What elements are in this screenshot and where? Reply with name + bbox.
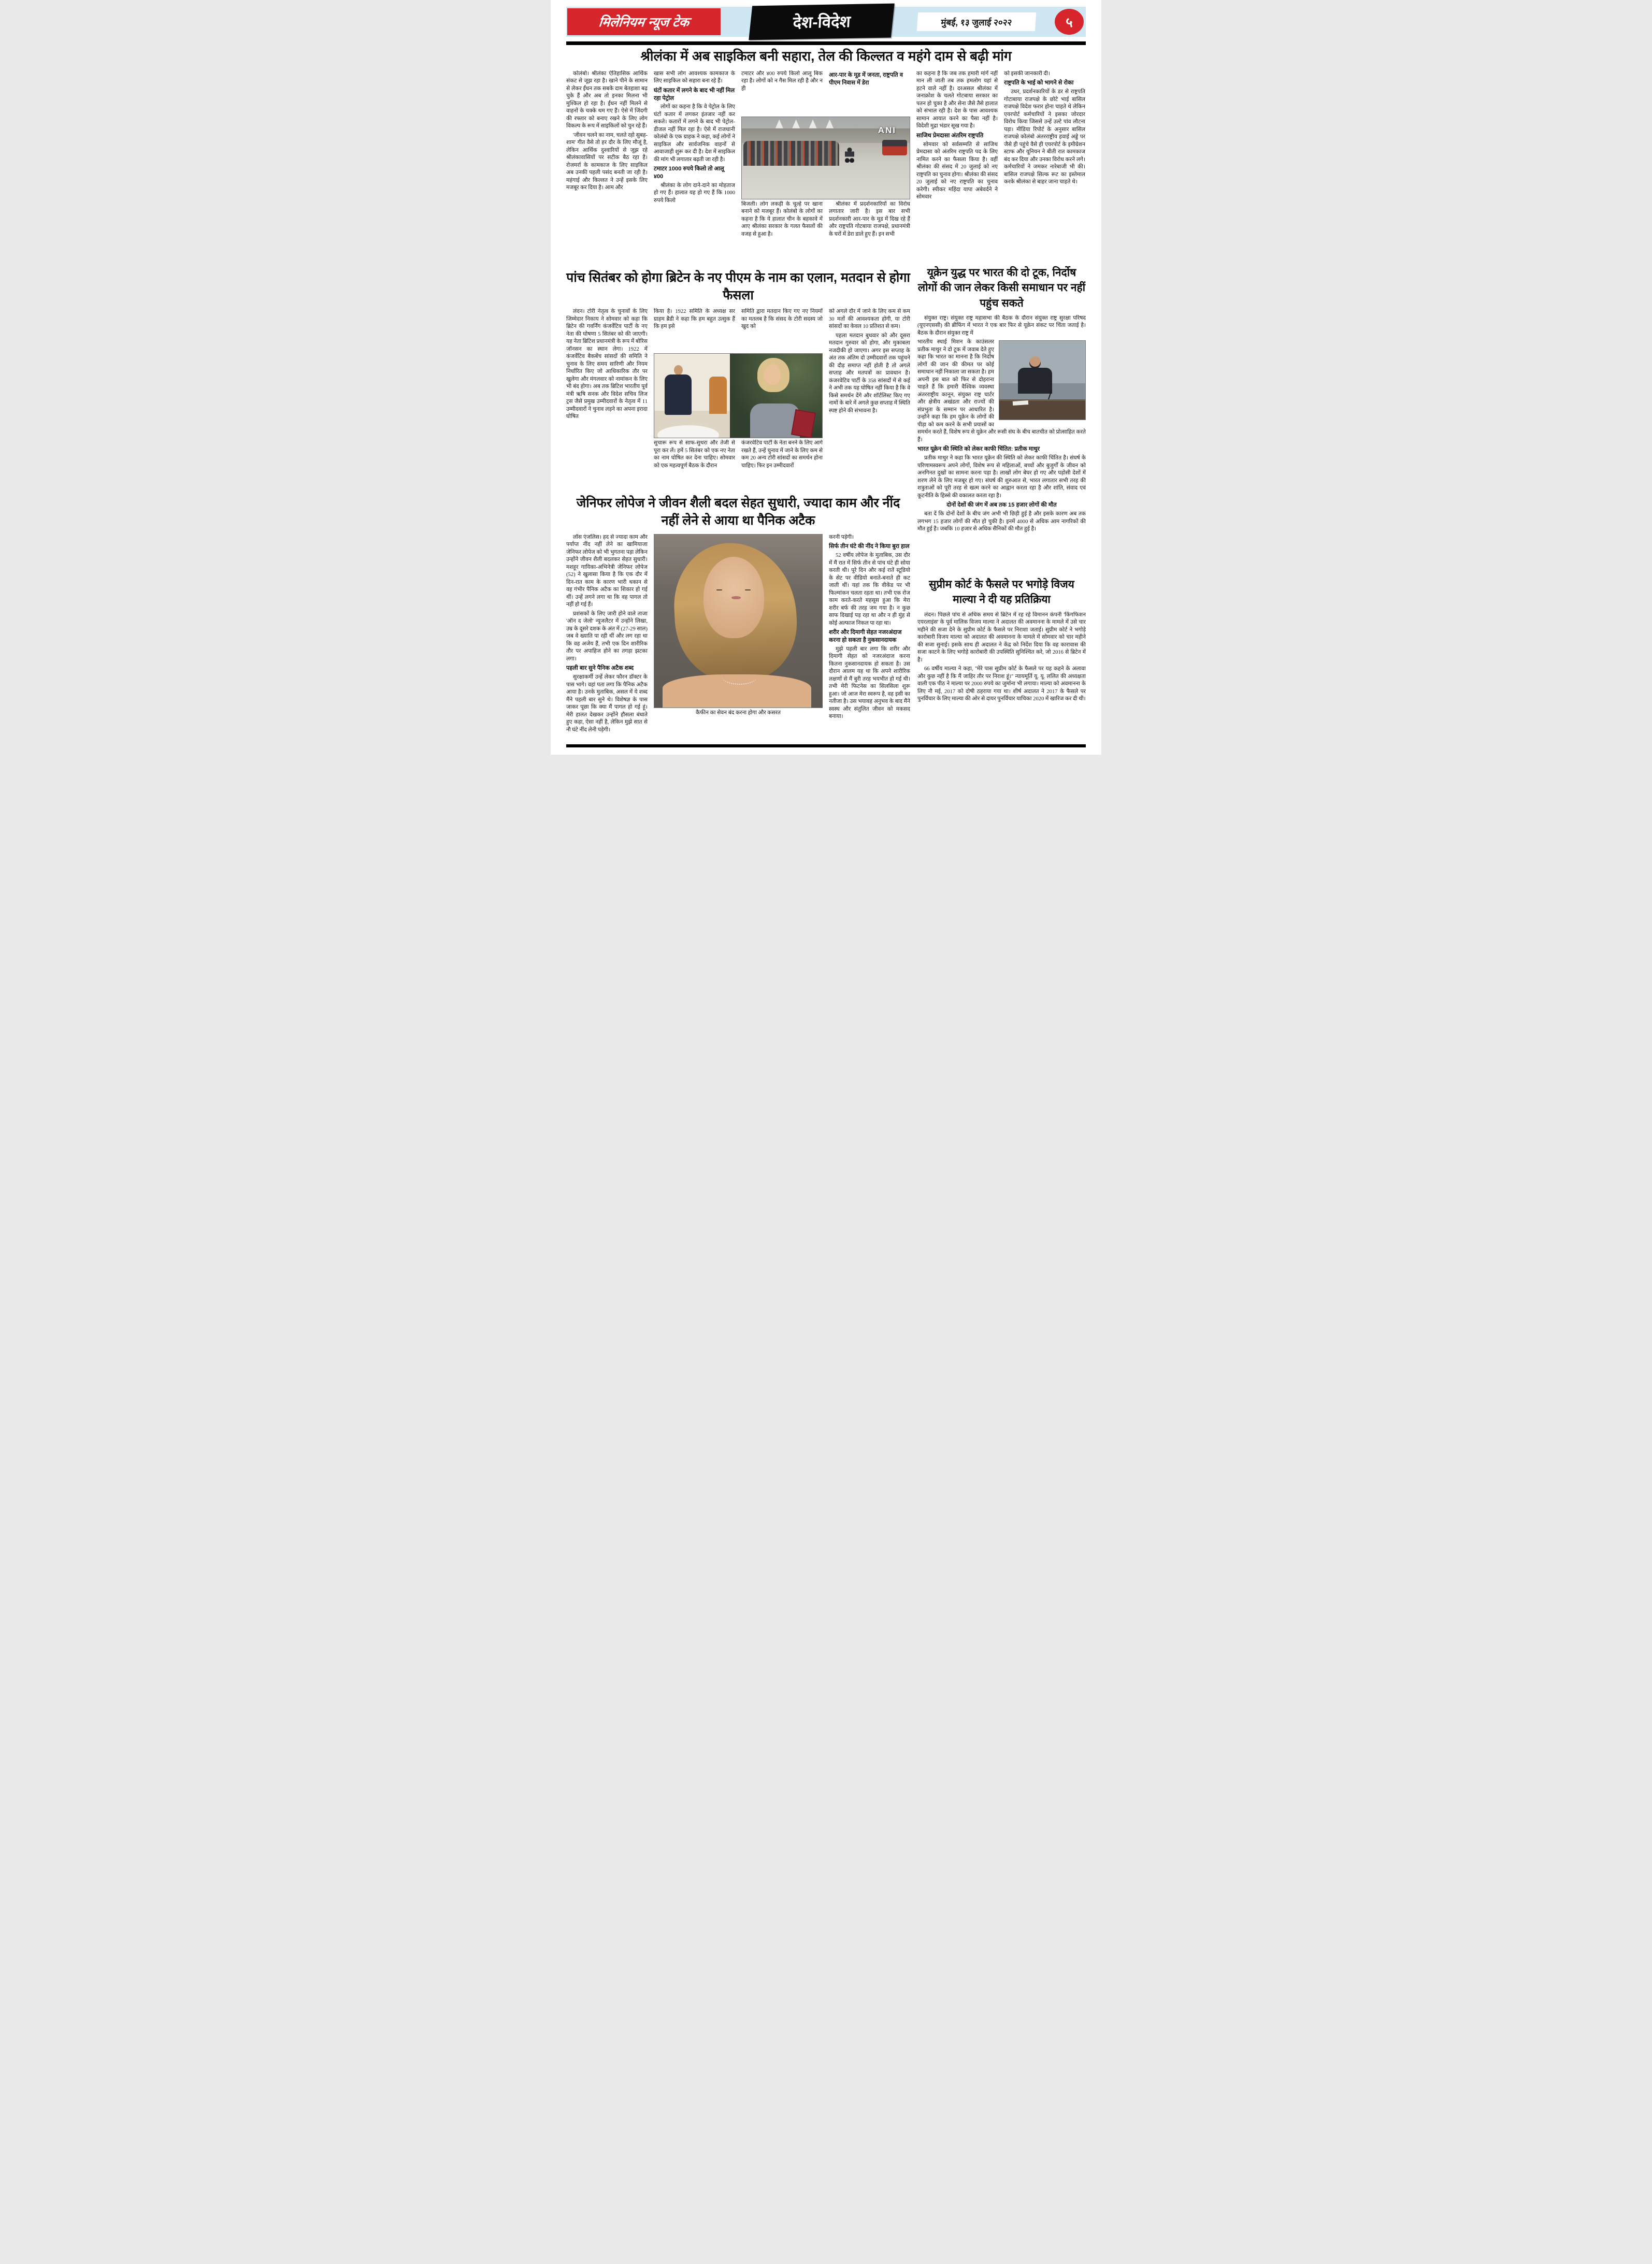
subhead: साजिथ प्रेमदासा अंतरिम राष्ट्रपति	[916, 132, 984, 139]
article-paragraph: करनी पड़ेगी।	[829, 534, 854, 540]
ani-watermark: ANI	[878, 125, 896, 135]
article-paragraph: प्रतीक माथुर ने कहा कि भारत यूक्रेन की स्थिति को लेकर काफी चिंतित है। संघर्ष के परिणामस्वरूप अपने लोगों, विशेष रूप से महिलाओं, बच्चों और बुजुर्गों के जीवन को अनगिनत दुखों का सामना करना पड़ा है। लाखों लोग बेघर हो गए और पड़ोसी देशों में शरण लेने के लिए मजबूर हो गए। संघर्ष की शुरुआत से, भारत लगातार सभी तरह की शत्रुताओं को पूरी तरह से खत्म करने का आह्वान करता रहा है और शांति, संवाद एवं कूटनीति के हिस्से की वकालत करता रहा है।	[917, 455, 1086, 499]
subhead: भारत यूक्रेन की स्थिति को लेकर काफी चिंतित: प्रतीक माथुर	[917, 446, 1040, 453]
article-ukpm	[566, 308, 910, 488]
article-srilanka	[566, 70, 1086, 264]
page-number-badge: ५	[1055, 9, 1084, 35]
photo-jennifer-lopez	[654, 534, 823, 708]
photo-uk-left-panel	[654, 354, 730, 438]
temple-spire-shape	[809, 120, 817, 128]
srilanka-col1	[566, 70, 648, 264]
jlo-col3	[829, 534, 910, 740]
article-paragraph: लोगों का कहना है कि वे पेट्रोल के लिए घंटों कतार में लगकर इंतजार नहीं कर सकते। कतारों में लगने के बाद भी पेट्रोल-डीजल नहीं मिल रहा है। ऐसे में राजधानी कोलंबो के एक ग्राहक ने कहा, कई लोगों ने साइकिल और सार्वजनिक वाहनों से आवाजाही शुरू कर दी है। देश में साइकिल की मांग भी लगातार बढ़ती जा रही है।	[654, 104, 735, 163]
srilanka-col6	[1004, 70, 1085, 264]
header-rule	[566, 41, 1086, 45]
headline-jlo: जेनिफर लोपेज ने जीवन शैली बदल सेहत सुधारी, ज्यादा काम और नींद नहीं लेने से आया था पैनिक अटैक	[576, 496, 900, 528]
suit-shape	[1018, 368, 1052, 394]
article-paragraph: 'जीवन चलने का नाम, चलते रहो सुबह-शाम' गीत वैसे तो हर दौर के लिए मौजूं है, लेकिन आर्थिक दुश्वारियों से जूझ रहे श्रीलंकावासियों पर सटीक बैठ रहा है। रोजमर्रा के कामकाज के लिए साइकिल अब उनकी पहली पसंद बनती जा रही है। महंगाई और किल्लत ने उन्हें इसके लिए मजबूर कर दिया है। आम और	[566, 132, 648, 191]
article-paragraph: लॉस एंजलिस। हद से ज्यादा काम और पर्याप्त नींद नहीं लेने का खामियाजा जेनिफर लोपेज को भी भुगतना पड़ा लेकिन उन्होंने जीवन शैली बदलकर सेहत सुधारी। मशहूर गायिका-अभिनेत्री जेनिफर लोपेज (52) ने खुलासा किया है कि एक दौर में दिन-रात काम के कारण भारी थकान से वह गंभीर पैनिक अटैक का शिकार हो गई थीं। उन्हें लगने लगा था कि वह पागल तो नहीं हो गई हैं।	[566, 534, 648, 608]
article-paragraph: लंदन। पिछले पांच से अधिक समय से ब्रिटेन में रह रहे विमानन कंपनी 'किंगफिशन एयरलाइंस' के पूर्व मालिक विजय माल्या ने अदालत की अवमानना के मामले में उसे चार महीने की सजा देने के सुप्रीम कोर्ट के फैसले पर निराशा जताई। सुप्रीम कोर्ट ने भगोड़े कारोबारी विजय माल्या को अदालत की अवमानना के मामले में सोमवार को चार महीने की सजा सुनाई। इसके साथ ही अदालत ने केंद्र को निर्देश दिया कि वह कारावास की सजा काटने के लिए भगोड़े कारोबारी की उपस्थिति सुनिश्चित करे, जो 2016 से ब्रिटेन में है।	[917, 612, 1086, 663]
headline-mallya: सुप्रीम कोर्ट के फैसले पर भगोड़े विजय माल्या ने दी यह प्रतिक्रिया	[929, 578, 1074, 606]
section-title: देश-विदेश	[792, 12, 851, 32]
footer-rule	[566, 744, 1086, 747]
photo-colombo-street	[741, 117, 910, 199]
article-paragraph: श्रीलंका में प्रदर्शनकारियों का विरोध लगातार जारी है। इस बार सभी प्रदर्शनकारी आर-पार के मूड में दिख रहे हैं और राष्ट्रपति गोटबाया राजपक्षे, प्रधानमंत्री के घरों में डेरा डाले हुए हैं। इन सभी	[829, 201, 910, 237]
lips-shape	[731, 596, 741, 599]
article-paragraph: बिजली। लोग लकड़ी के चूल्हे पर खाना बनाने को मजबूर हैं। कोलंबो के लोगों का कहना है कि ये हालात चीन के बहकावे में आए श्रीलंका सरकार के गलत फैसलों की वजह से हुआ है।	[741, 201, 823, 237]
article-jlo	[566, 534, 910, 740]
right-zone	[917, 264, 1086, 740]
masthead	[567, 8, 721, 35]
srilanka-col5	[916, 70, 998, 264]
masthead-title: मिलेनियम न्यूज टेक	[598, 15, 690, 30]
article-mallya	[917, 612, 1086, 737]
srilanka-middle	[741, 70, 910, 264]
article-ukraine	[917, 315, 1086, 570]
newspaper-page	[551, 0, 1101, 755]
temple-spire-shape	[826, 120, 834, 128]
desk-shape	[999, 399, 1085, 420]
photo-un-briefing	[999, 340, 1086, 420]
jlo-middle	[654, 534, 823, 740]
article-paragraph: टमाटर और ४00 रुपये किलो आलू बिक रहा है। लोगों को न गैस मिल रही है और न ही	[741, 70, 823, 92]
crowd-shape	[743, 141, 839, 166]
subhead: सिर्फ तीन घंटे की नींद ने किया बुरा हाल	[829, 543, 910, 550]
article-paragraph: सोमवार को सर्वसम्मति से साजिथ प्रेमदासा को अंतरिम राष्ट्रपति पद के लिए नामित करने का फैसला किया है। वहीं श्रीलंका की संसद में 20 जुलाई को नए राष्ट्रपति का चुनाव होगा। श्रीलंका की संसद 20 जुलाई को नए राष्ट्रपति का चुनाव करेगी। स्पीकर महिंदा यापा अबेवर्दने ने सोमवार	[916, 141, 998, 200]
article-paragraph: सुरक्षाकर्मी उन्हें लेकर फौरन डॉक्टर के पास भागे। वहां पता लगा कि पैनिक अटैक आया है। उनके मुताबिक, असल में ये शब्द मैंने पहली बार सुने थे। विशेषज्ञ के पास जाकर पूछा कि क्या मैं पागल हो गई हूं। मेरी हालत देखकर उन्होंने हौसला बंधाते हुए कहा, ऐसा नहीं है, लेकिन मुझे सात से नौ घंटे नींद लेनी पड़ेगी।	[566, 674, 648, 733]
red-folder-shape	[791, 409, 816, 438]
article-paragraph: उधर, प्रदर्शनकारियों के डर से राष्ट्रपति गोटाबाया राजपक्षे के छोटे भाई बासिल राजपक्षे विदेश फरार होना चाहते थे लेकिन एयरपोर्ट कर्मचारियों ने इसका जोरदार विरोध किया जिससे उन्हें उल्टे पांव लौटना पड़ा। मीडिया रिपोर्ट के अनुसार बासिल राजपक्षे कोलंबो अंतरराष्ट्रीय हवाई अड्डे पर जैसे ही पहुंचे वैसे ही एयरपोर्ट के इमीग्रेशन स्टाफ और यूनियन ने बीती रात कामकाज बंद कर दिया और उनका विरोध करने लगे। कर्मचारियों ने जमकर नारेबाजी भी की। बासिल राजपक्षे सिल्क रूट का इस्तेमाल करके श्रीलंका से बाहर जाना चाहते थे।	[1004, 89, 1085, 185]
article-paragraph: बता दें कि दोनों देशों के बीच जंग अभी भी छिड़ी हुई है और इसके कारण अब तक लगभग 15 हजार लोगों की मौत हो चुकी है। इनमें 4000 से अधिक आम नागरिकों की मौत हुई है। जबकि 10 हजार से अधिक सैनिकों की मौत हुई है।	[917, 511, 1086, 532]
article-paragraph: किया है। 1922 समिति के अध्यक्ष सर ग्राहम ब्रैडी ने कहा कि हम बहुत उत्सुक हैं कि हम इसे	[654, 309, 735, 330]
face-shape	[764, 364, 781, 385]
article-paragraph: को इसकी जानकारी दी।	[1004, 70, 1050, 77]
article-paragraph: भारतीय स्थाई मिशन के काउंसलर प्रतीक माथुर ने दो टूक में जवाब देते हुए कहा कि भारत का मानना है कि निर्दोष लोगों की जान की कीमत पर कोई समाधान नहीं निकाला जा सकता है। हम अपनी इस बात को फिर से दोहराना चाहते हैं कि हमारी वैश्विक व्यवस्था अंतरराष्ट्रीय कानून, संयुक्त राष्ट्र चार्टर और क्षेत्रीय अखंडता और राज्यों की संप्रभुता के सम्मान पर आधारित है। उन्होंने कहा कि हम यूक्रेन के लोगों की पीड़ा को कम करने के सभी प्रयासों का समर्थन करते हैं, विशेष रूप से यूक्रेन और रूसी संघ के बीच बातचीत को प्रोत्साहित करते हैं।	[917, 339, 1086, 443]
article-paragraph: खास सभी लोग आवश्यक कामकाज के लिए साइकिल को सहारा बना रहे हैं।	[654, 70, 735, 84]
headline-srilanka: श्रीलंका में अब साइकिल बनी सहारा, तेल की किल्लत व महंगे दाम से बढ़ी मांग	[640, 48, 1012, 64]
eye-shape	[716, 589, 722, 591]
subhead: पहली बार सुने पैनिक अटैक शब्द	[566, 665, 634, 672]
article-paragraph: सुचारू रूप से साफ-सुथरा और तेजी से पूरा कर लें। हमें 5 सितंबर को एक नए नेता का नाम घोषित कर देना चाहिए। सोमवार को एक महत्वपूर्ण बैठक के दौरान	[654, 440, 735, 469]
tuktuk-shape	[882, 140, 907, 155]
face-shape	[703, 557, 764, 638]
article-paragraph: का कहना है कि जब तक हमारी मांगें नहीं मान ली जाती तब तक हमलोग यहां से हटने वाले नहीं है। दरअसल श्रीलंका में जनाक्रोश के चलते गोटबाया सरकार का पतन हो चुका है और सेना जैसे तैसे हालात को संभाल रही है। देश के पास आवश्यक सामान आयात करने का पैसा नहीं है। विदेशी मुद्रा भंडार सूख गया है।	[916, 70, 998, 129]
article-paragraph: मुझे पहली बार लगा कि शरीर और दिमागी सेहत को नजरअंदाज करना कितना नुकसानदायक हो सकता है। उस दौरान आलम यह था कि अपने शारीरिक लक्षणों से मैं बुरी तरह भयभीत हो गई थी। तभी मेरी फिटनेस का सिलसिला शुरू हुआ। जो आज मेरा स्वरूप है, वह इसी का नतीजा है। उस भयावह अनुभव के बाद मैंने स्वस्थ और संतुलित जीवन को मकसद बनाया।	[829, 646, 910, 720]
ukpm-col4	[829, 308, 910, 488]
eye-shape	[745, 589, 751, 591]
article-paragraph: समिति द्वारा मतदान किए गए नए नियमों का मतलब है कि संसद के टोरी सदस्य जो खुद को	[741, 309, 823, 330]
page-header	[566, 7, 1086, 37]
jlo-col1	[566, 534, 648, 740]
article-paragraph: प्रशंसकों के लिए जारी होने वाले ताजा 'ऑन द जेलो' न्यूजलैटर में उन्होंने लिखा, उम्र के दूसरे दशक के अंत में (27-29 साल) जब वे ख्याति पा रही थीं और लग रहा था कि वह अजेय हैं, तभी एक दिन शारीरिक तौर पर अपाहिज होने का तगड़ा झटका लगा।	[566, 611, 648, 662]
headline-ukpm: पांच सितंबर को होगा ब्रिटेन के नए पीएम के नाम का एलान, मतदान से होगा फैसला	[566, 270, 910, 302]
srilanka-mid-bottom	[741, 201, 910, 240]
table-shape	[657, 425, 720, 438]
subhead: दोनों देशों की जंग में अब तक 15 हजार लोगों की मौत	[946, 502, 1057, 509]
photo-uk-candidates	[654, 353, 823, 438]
suit-shape	[665, 374, 692, 415]
lower-section	[566, 264, 1086, 740]
article-paragraph: को अगले दौर में जाने के लिए कम से कम 30 मतों की आवश्यकता होगी, या टोरी सांसदों का केवल 10 प्रतिशत से कम।	[829, 309, 910, 330]
article-paragraph: 52 वर्षीय लोपेज के मुताबिक, उस दौर में मैं रात में सिर्फ तीन से पांच घंटे ही सोया करती थी। पूरे दिन और कई रातें स्टूडियो के सेट पर वीडियो बनाते-बनाते ही कट जाती थीं। यहां तक कि वीकेंड पर भी फिल्मांकन चलता रहता था। तभी एक रोज काम करते-करते महसूस हुआ कि मेरा शरीर बर्फ की तरह जम गया है। न कुछ साफ दिखाई पड़ रहा था और न ही मुंह से कोई अल्फाज निकल पा रहा था।	[829, 553, 910, 626]
temple-spire-shape	[775, 120, 783, 128]
subhead: राष्ट्रपति के भाई को भागने से रोका	[1004, 80, 1074, 86]
subhead: घंटों कतार में लगने के बाद भी नहीं मिल रहा पेट्रोल	[654, 87, 735, 102]
headline-ukraine: यूक्रेन युद्ध पर भारत की दो टूक, निर्दोष लोगों की जान लेकर किसी समाधान पर नहीं पहुंच सकते	[917, 266, 1086, 309]
article-paragraph: 66 वर्षीय माल्या ने कहा, ''मेरे पास सुप्रीम कोर्ट के फैसले पर यह कहने के अलावा और कुछ नहीं है कि मैं जाहिर तौर पर निराश हूं।'' न्यायमूर्ति यू. यू. ललित की अध्यक्षता वाली एक पीठ ने माल्या पर 2000 रुपये का जुर्माना भी लगाया। माल्या को अवमानना के लिए नौ मई, 2017 को दोषी ठहराया गया था। शीर्ष अदालत ने 2017 के फैसले पर पुनर्विचार के लिए माल्या की ओर से दायर पुनर्विचार याचिका 2020 में खारिज कर दी थी।	[917, 666, 1086, 702]
temple-spire-shape	[792, 120, 800, 128]
subhead: आर-पार के मूड में जनता, राष्ट्रपति व पीएम निवास में डेरा	[829, 71, 903, 86]
article-paragraph: कंजरवेटिव पार्टी के नेता बनने के लिए आगे रखते हैं, उन्हें चुनाव में जाने के लिए कम से कम 20 अन्य टोरी सांसदों का समर्थन होना चाहिए। फिर इन उम्मीदवारों	[741, 440, 823, 469]
section-banner	[749, 4, 894, 40]
article-paragraph: पहला मतदान बुधवार को और दूसरा मतदान गुरुवार को होगा, और मुकाबला नजदीकी हो जाएगा। अगर इस सप्ताह के अंत तक अंतिम दो उम्मीदवारों तक पहुंचने की दौड़ समाप्त नहीं होती है तो अगले सप्ताह और मतपत्रों का प्रावधान है। कंजरवेटिव पार्टी के 358 सांसदों में से कई ने अभी तक यह घोषित नहीं किया है कि वे किसे समर्थन देंगे और शॉर्टलिस्ट किए गए नामों के बारे में अगले कुछ सप्ताह में स्थिति स्पष्ट होने की संभावना है।	[829, 333, 910, 414]
photo-caption: कैफीन का सेवन बंद करना होगा और कसरत	[696, 710, 781, 716]
subhead: टमाटर 1000 रुपये किलो तो आलू ४00	[654, 166, 724, 180]
cyclist-shape	[845, 147, 854, 163]
article-paragraph: लंदन। टोरी नेतृत्व के चुनावों के लिए जिम्मेदार निकाय ने सोमवार को कहा कि ब्रिटेन की गवर्निंग कंजर्वेटिव पार्टी के नए नेता की घोषणा 5 सितंबर को की जाएगी। यह नेता ब्रिटिश प्रधानमंत्री के रूप में बोरिस जॉनसन का स्थान लेगा। 1922 में कंजर्वेटिव बैकबेंच सांसदों की समिति ने चुनाव के लिए समय सारिणी और नियम निर्धारित किए जो आधिकारिक तौर पर खुलेगा और मंगलवार को नामांकन के लिए भी बंद होगा। अब तक ब्रिटिश भारतीय पूर्व मंत्री ऋषि सनक और विदेश सचिव लिज ट्रस जैसे प्रमुख उम्मीदवारों के नेतृत्व में 11 उम्मीदवारों ने चुनाव लड़ने का अपना इरादा घोषित	[566, 309, 648, 420]
subhead: शरीर और दिमागी सेहत नजरअंदाज करना हो सकता है नुकसानदायक	[829, 629, 902, 643]
article-paragraph: संयुक्त राष्ट्र। संयुक्त राष्ट्र महासभा की बैठक के दौरान संयुक्त राष्ट्र सुरक्षा परिषद (यूएनएससी) की ब्रीफिंग में भारत ने एक बार फिर से यूक्रेन संकट पर चिंता जताई है। बैठक के दौरान संयुक्त राष्ट्र में	[917, 315, 1086, 336]
edition-date: मुंबई, १३ जुलाई २०२२	[917, 12, 1037, 31]
chair-shape	[709, 377, 727, 414]
ukpm-mid-top	[654, 308, 823, 352]
ukpm-col1	[566, 308, 648, 488]
ukpm-middle	[654, 308, 823, 488]
srilanka-col2	[654, 70, 735, 264]
ukpm-mid-bottom	[654, 440, 823, 471]
delegate-figure	[1029, 356, 1041, 369]
rishi-sunak-figure	[674, 365, 683, 375]
article-paragraph: कोलंबो। श्रीलंका ऐतिहासिक आर्थिक संकट से जूझ रहा है। खाने पीने के सामान से लेकर ईंधन तक सबके दाम बेतहाशा बढ़ चुके हैं और अब तो इनका मिलना भी मुश्किल हो रहा है। ईंधन नहीं मिलने से वाहनों के चक्के थम गए हैं। ऐसे में जिंदगी की रफ्तार को बनाए रखने के लिए लोग विकल्प के रूप में साइकिलों को चुन रहे हैं।	[566, 70, 648, 129]
left-zone	[566, 264, 910, 740]
srilanka-mid-top	[741, 70, 910, 115]
article-paragraph: श्रीलंका के लोग दाने-दाने का मोहताज हो गए हैं। हालात यह हो गए हैं कि 1000 रुपये किलो	[654, 182, 735, 204]
photo-uk-right-panel	[730, 354, 822, 438]
